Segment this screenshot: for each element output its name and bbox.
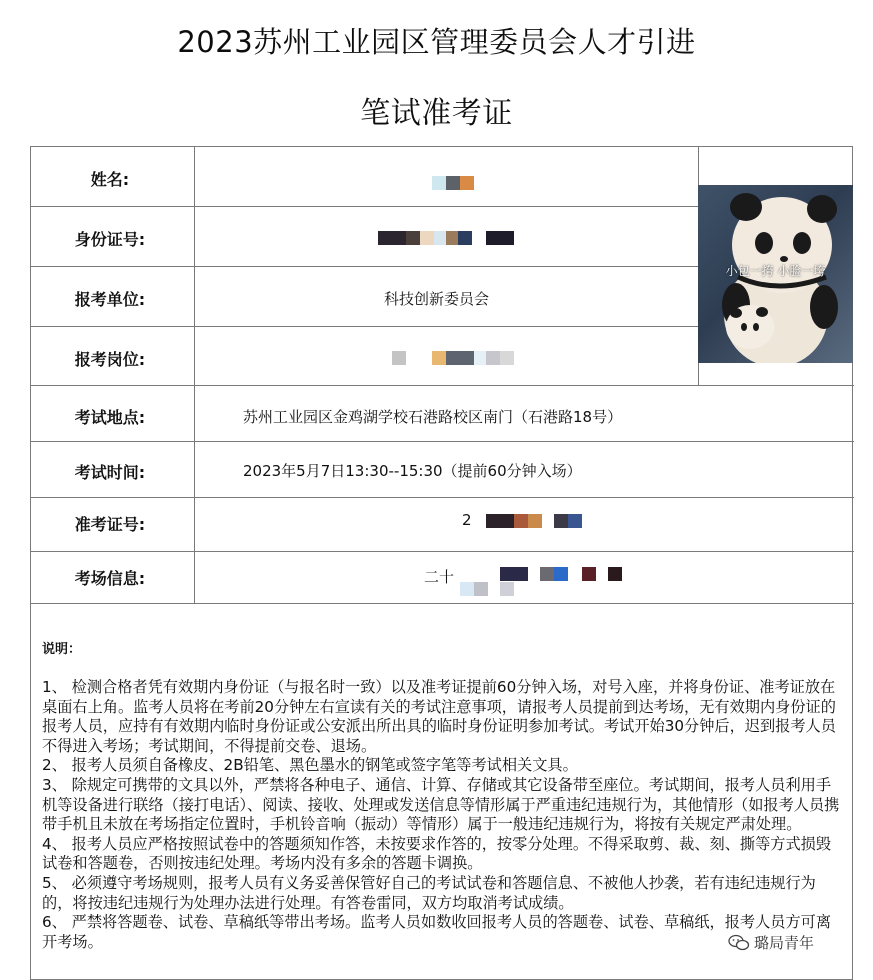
- time-value: 2023年5月7日13:30--15:30（提前60分钟入场）: [243, 462, 582, 480]
- note-item: 6、 严禁将答题卷、试卷、草稿纸等带出考场。监考人员如数收回报考人员的答题卷、试卷、草稿纸，报考人员方可离开考场。: [42, 913, 832, 951]
- unit-value: 科技创新委员会: [384, 290, 490, 308]
- time-label: 考试时间:: [74, 463, 146, 482]
- id-number-label: 身份证号:: [74, 230, 146, 249]
- name-label: 姓名:: [90, 170, 130, 189]
- room-info-label: 考场信息:: [74, 569, 146, 588]
- post-label: 报考岗位:: [74, 350, 146, 369]
- room-info-prefix: 二十: [424, 568, 455, 586]
- note-item: 4、 报考人员应严格按照试卷中的答题须知作答，未按要求作答的，按零分处理。不得采取剪、裁、刻、撕等方式损毁试卷和答题卷，否则按违纪处理。考场内没有多余的答题卡调换。: [42, 834, 832, 873]
- notes-list: [42, 678, 842, 952]
- note-item: 1、 检测合格者凭有效期内身份证（与报名时一致）以及准考证提前60分钟入场，对号入座，并将身份证、准考证放在桌面右上角。监考人员将在考前20分钟左右宣读有关的考试注意事项，请报考人员提前到达考场，无有效期内身份证的报考人员，应持有有效期内临时身份证或公安派出所出具的临时身份证明参加考试。考试开始30分钟后，迟到报考人员不得进入考场；考试期间，不得提前交卷、退场。: [42, 678, 836, 755]
- note-item: 3、 除规定可携带的文具以外，严禁将各种电子、通信、计算、存储或其它设备带至座位。考试期间，报考人员利用手机等设备进行联络（接打电话）、阅读、接收、处理或发送信息等情形属于严重违纪违规行为，其他情形（如报考人员携带手机且未放在考场指定位置时，手机铃音响（振动）等情形）属于一般违纪违规行为，将按有关规定严肃处理。: [42, 775, 840, 834]
- note-item: 2、 报考人员须自备橡皮、2B铅笔、黑色墨水的钢笔或签字笔等考试相关文具。: [42, 756, 578, 775]
- watermark: [728, 932, 814, 953]
- watermark-text: 璐局青年: [754, 934, 815, 952]
- location-value: 苏州工业园区金鸡湖学校石港路校区南门（石港路18号）: [243, 408, 623, 426]
- document-subtitle: 笔试准考证: [360, 96, 513, 131]
- wechat-icon: [728, 934, 750, 952]
- applicant-photo: [698, 185, 853, 363]
- notes-title: 说明：: [42, 642, 82, 657]
- location-label: 考试地点:: [74, 408, 146, 427]
- document-title: 2023苏州工业园区管理委员会人才引进: [177, 25, 696, 59]
- photo-caption: 小包一挎 小脸一垮: [725, 264, 826, 278]
- unit-label: 报考单位:: [74, 290, 146, 309]
- note-item: 5、 必须遵守考场规则，报考人员有义务妥善保管好自己的考试试卷和答题信息、不被他人抄袭，若有违纪违规行为的，将按违纪违规行为处理办法进行处理。有答卷雷同，双方均取消考试成绩。: [42, 873, 816, 912]
- ticket-number-label: 准考证号:: [74, 515, 146, 534]
- ticket-number-prefix: 2: [462, 511, 472, 529]
